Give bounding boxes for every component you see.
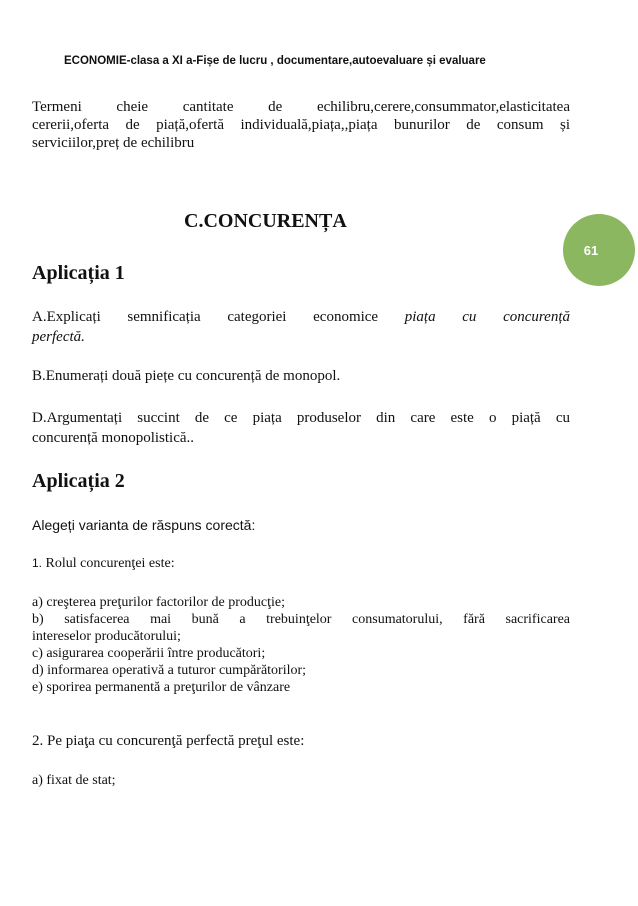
app1-item-b: B.Enumerați două piețe cu concurență de monopol.	[32, 368, 341, 384]
key-terms	[32, 98, 570, 152]
app1-item-d-line-1: D.Argumentați succint de ce piața produselor din care este o piață cu	[32, 410, 570, 426]
application-1-title: Aplicația 1	[32, 262, 125, 284]
app1-item-a	[32, 307, 570, 347]
key-terms-line-1: Termeni cheie cantitate de echilibru,cerere,consummator,elasticitatea	[32, 99, 570, 115]
question-2: 2. Pe piaţa cu concurenţă perfectă preţul este:	[32, 733, 305, 749]
key-terms-line-2: cererii,oferta de piață,ofertă individuală,piața,,piața bunurilor de consum și	[32, 117, 570, 133]
question-1-option-b-cont: intereselor producătorului;	[32, 629, 181, 644]
key-terms-line-3: serviciilor,preț de echilibru	[32, 135, 195, 151]
question-1-text: Rolul concurenţei este:	[42, 556, 175, 571]
question-1-option-a: a) creşterea preţurilor factorilor de producţie;	[32, 595, 286, 610]
question-1-options	[32, 594, 570, 696]
page-header: ECONOMIE-clasa a XI a-Fișe de lucru , documentare,autoevaluare și evaluare	[64, 55, 486, 67]
question-1	[32, 554, 570, 573]
section-title: C.CONCURENȚA	[184, 210, 347, 232]
app1-item-a-line-1	[32, 307, 570, 327]
app1-item-a-term-end: perfectă.	[32, 329, 85, 345]
question-1-option-c: c) asigurarea cooperării între producători;	[32, 646, 266, 661]
question-1-option-b: b) satisfacerea mai bună a trebuinţelor consumatorului, fără sacrificarea	[32, 612, 570, 627]
app1-item-a-line-2	[32, 327, 570, 347]
question-2-option-a: a) fixat de stat;	[32, 773, 116, 788]
app1-item-a-text: A.Explicați semnificația categoriei economice	[32, 309, 405, 325]
app1-item-d-line-2: concurență monopolistică..	[32, 430, 195, 446]
application-2-title: Aplicația 2	[32, 470, 125, 492]
app1-item-a-term: piața cu concurență	[404, 309, 570, 325]
question-1-option-e: e) sporirea permanentă a preţurilor de vânzare	[32, 680, 291, 695]
app2-instruction: Alegeți varianta de răspuns corectă:	[32, 517, 256, 533]
question-1-number: 1.	[32, 556, 43, 570]
question-1-option-d: d) informarea operativă a tuturor cumpărătorilor;	[32, 663, 307, 678]
app1-item-d	[32, 408, 570, 448]
page-number-badge: 61	[563, 214, 635, 286]
